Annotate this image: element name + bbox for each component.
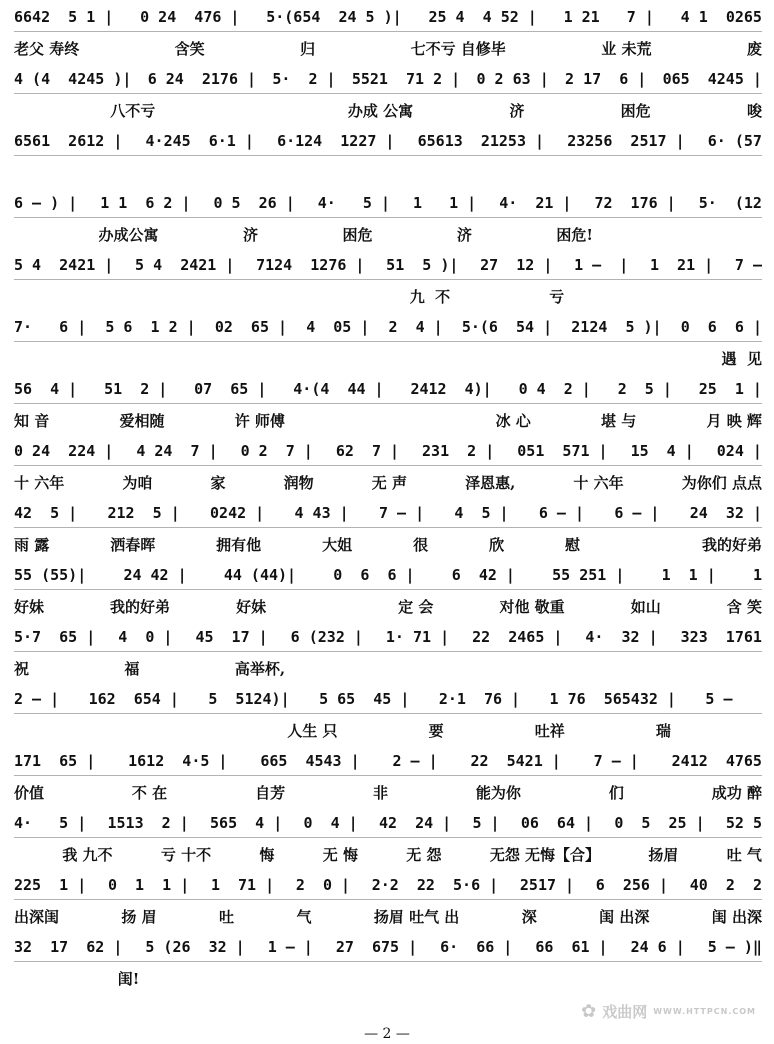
lyric-text: 七不亏 自修毕 xyxy=(410,40,506,58)
lyric-text: 闺 出深 xyxy=(711,908,762,926)
measure-notes: 7· 6 | xyxy=(14,318,87,336)
score-line-9 xyxy=(14,504,762,566)
measure-notes: 1 76 565432 | xyxy=(549,690,676,708)
measure-notes: 2 4 | xyxy=(388,318,443,336)
measure-notes: 24 6 | xyxy=(630,938,685,956)
lyrics-row xyxy=(14,844,762,870)
measure-notes: 5 65 45 | xyxy=(319,690,410,708)
measure-notes: 162 654 | xyxy=(88,690,179,708)
score-line-14 xyxy=(14,814,762,876)
measure-notes: 565 4 | xyxy=(210,814,283,832)
measure-notes: 55 251 | xyxy=(552,566,625,584)
measure-notes: 24 32 | xyxy=(689,504,762,522)
lyric-text: 归 xyxy=(300,40,316,58)
lyric-text: 十 六年 xyxy=(573,474,624,492)
duration-underline xyxy=(14,275,762,280)
lyric-text: 人生 只 xyxy=(287,722,338,740)
measure-notes: 6· (57 xyxy=(707,132,762,150)
lyric-text: 欣 xyxy=(489,536,505,554)
lyric-text: 月 映 辉 xyxy=(706,412,762,430)
measure-notes: 0 4 2 | xyxy=(518,380,591,398)
lyric-text: 困危 xyxy=(342,226,373,244)
measure-notes: 4· 5 | xyxy=(317,194,391,212)
score-line-3 xyxy=(14,132,762,194)
page-number: — 2 — xyxy=(364,1026,410,1042)
lyric-text: 我的好弟 xyxy=(701,536,762,554)
duration-underline xyxy=(14,895,762,900)
measure-notes: 07 65 | xyxy=(194,380,267,398)
lyric-text: 废 xyxy=(746,40,762,58)
measure-notes: 1612 4·5 | xyxy=(128,752,228,770)
measure-notes: 171 65 | xyxy=(14,752,96,770)
measure-notes: 2 17 6 | xyxy=(565,70,647,88)
lyrics-row xyxy=(14,658,762,684)
measure-notes: 2 — | xyxy=(392,752,438,770)
score-line-5 xyxy=(14,256,762,318)
score-line-7 xyxy=(14,380,762,442)
measure-notes: 4·(4 44 | xyxy=(293,380,384,398)
measure-notes: 5·(654 24 5 )| xyxy=(266,8,402,26)
lyric-text: 爱相随 xyxy=(119,412,165,430)
duration-underline xyxy=(14,27,762,32)
lyrics-row xyxy=(14,286,762,312)
measure-notes: 5 (26 32 | xyxy=(145,938,245,956)
lyric-text: 如山 xyxy=(630,598,661,616)
lyric-text: 无 怨 xyxy=(406,846,442,864)
lyric-text: 气 xyxy=(296,908,312,926)
measure-notes: 7 — | xyxy=(378,504,425,522)
measure-notes: 1 71 | xyxy=(210,876,275,894)
lyric-text: 含 笑 xyxy=(726,598,762,616)
score-line-11 xyxy=(14,628,762,690)
lyric-text: 价值 xyxy=(14,784,45,802)
measure-notes: 1513 2 | xyxy=(107,814,189,832)
measure-notes: 52 5 xyxy=(725,814,762,832)
measure-notes: 5·(6 54 | xyxy=(461,318,553,336)
duration-underline xyxy=(14,461,762,466)
lyric-text: 好妹 xyxy=(236,598,267,616)
measure-notes: 1 1 6 2 | xyxy=(100,194,191,212)
measure-notes: 0 5 25 | xyxy=(614,814,705,832)
measure-notes: 4 (4 4245 )| xyxy=(14,70,132,88)
lyric-text: 吐祥 xyxy=(534,722,565,740)
measure-notes: 4· 5 | xyxy=(14,814,87,832)
measure-notes: 6561 2612 | xyxy=(14,132,123,150)
measure-notes: 0 24 476 | xyxy=(140,8,240,26)
lyric-text: 慰 xyxy=(565,536,581,554)
lyric-text: 要 xyxy=(428,722,444,740)
lyric-text: 很 xyxy=(413,536,429,554)
measure-notes: 2412 4765 xyxy=(671,752,762,770)
score-line-10 xyxy=(14,566,762,628)
measure-notes: 6 24 2176 | xyxy=(147,70,257,88)
lyric-text: 八不亏 xyxy=(110,102,156,120)
measure-notes: 42 24 | xyxy=(378,814,452,832)
measure-notes: 2·1 76 | xyxy=(438,690,521,708)
lyric-text: 闺! xyxy=(117,970,140,988)
lyric-text: 泽恩惠, xyxy=(465,474,516,492)
lyric-text: 含笑 xyxy=(174,40,205,58)
measure-notes: 66 61 | xyxy=(535,938,608,956)
measure-notes: 7 — | xyxy=(593,752,639,770)
lyric-text: 瑞 xyxy=(655,722,671,740)
measure-notes: 5 | xyxy=(472,814,500,832)
duration-underline xyxy=(14,957,762,962)
lyrics-row xyxy=(14,224,762,250)
lyric-text: 为你们 点点 xyxy=(681,474,762,492)
lyric-text: 吐 xyxy=(219,908,235,926)
measure-notes: 2 0 | xyxy=(295,876,351,894)
lyric-text: 扬眉 吐气 出 xyxy=(373,908,460,926)
watermark-text: 戏曲网 xyxy=(602,1002,648,1021)
duration-underline xyxy=(14,337,762,342)
measure-notes: 55 (55)| xyxy=(14,566,87,584)
duration-underline xyxy=(14,833,762,838)
measure-notes: 24 42 | xyxy=(123,566,187,584)
lyric-text: 办成公寓 xyxy=(98,226,159,244)
measure-notes: 6642 5 1 | xyxy=(14,8,114,26)
lyric-text: 无怨 无悔【合】 xyxy=(489,846,601,864)
lyric-text: 许 师傅 xyxy=(234,412,285,430)
lyric-text: 业 未荒 xyxy=(601,40,652,58)
duration-underline xyxy=(14,771,762,776)
measure-notes: 024 | xyxy=(716,442,762,460)
lyric-text: 办成 公寓 xyxy=(347,102,414,120)
lyric-text: 能为你 xyxy=(475,784,521,802)
lyric-text: 困危 xyxy=(620,102,651,120)
measure-notes: 1 21 | xyxy=(649,256,714,274)
lyric-text: 无 声 xyxy=(371,474,407,492)
lyric-text: 润物 xyxy=(283,474,314,492)
measure-notes: 4 43 | xyxy=(294,504,349,522)
lyric-text: 遇 见 xyxy=(721,350,762,368)
watermark-url: WWW.HTTPCN.COM xyxy=(653,1006,756,1016)
measure-notes: 15 4 | xyxy=(630,442,694,460)
lyric-text: 十 六年 xyxy=(14,474,65,492)
lyric-text: 为咱 xyxy=(122,474,153,492)
lyric-text: 扬眉 xyxy=(648,846,679,864)
measure-notes: 65613 21253 | xyxy=(417,132,545,150)
measure-notes: 6 — | xyxy=(614,504,660,522)
measure-notes: 4 05 | xyxy=(306,318,370,336)
measure-notes: 5· (12 xyxy=(698,194,762,212)
lyric-text: 深 xyxy=(521,908,537,926)
measure-notes: 0 1 1 | xyxy=(107,876,190,894)
measure-notes: 22 2465 | xyxy=(472,628,563,646)
measure-notes: 06 64 | xyxy=(520,814,594,832)
measure-notes: 5· 2 | xyxy=(272,70,336,88)
measure-notes: 32 17 62 | xyxy=(14,938,123,956)
lyrics-row xyxy=(14,720,762,746)
lyric-text: 福 xyxy=(124,660,140,678)
measure-notes: 225 1 | xyxy=(14,876,87,894)
measure-notes: 665 4543 | xyxy=(260,752,360,770)
measure-notes: 6 256 | xyxy=(595,876,669,894)
lyric-text: 祝 xyxy=(14,660,30,678)
lyric-text: 闺 出深 xyxy=(599,908,650,926)
lyric-text: 济 xyxy=(456,226,472,244)
measure-notes: 323 1761 xyxy=(680,628,762,646)
measure-notes: 2412 4)| xyxy=(410,380,492,398)
measure-notes: 1· 71 | xyxy=(385,628,450,646)
lyric-text: 九 不 xyxy=(409,288,451,306)
lyric-text: 亏 十不 xyxy=(160,846,212,864)
lyric-text: 自芳 xyxy=(255,784,286,802)
score-line-12 xyxy=(14,690,762,752)
measure-notes: 4 24 7 | xyxy=(136,442,218,460)
lyrics-row xyxy=(14,162,762,188)
score-line-1 xyxy=(14,8,762,70)
measure-notes: 22 5421 | xyxy=(470,752,561,770)
measure-notes: 51 2 | xyxy=(104,380,168,398)
duration-underline xyxy=(14,523,762,528)
lyric-text: 对他 敬重 xyxy=(499,598,565,616)
lyric-text: 好妹 xyxy=(14,598,45,616)
lyric-text: 雨 露 xyxy=(14,536,50,554)
measure-notes: 25 1 | xyxy=(698,380,762,398)
measure-notes: 5·7 65 | xyxy=(14,628,96,646)
lyrics-row xyxy=(14,100,762,126)
measure-notes: 5 5124)| xyxy=(208,690,290,708)
measure-notes: 065 4245 | xyxy=(662,70,762,88)
measure-notes: 72 176 | xyxy=(594,194,676,212)
lyric-text: 我的好弟 xyxy=(110,598,171,616)
duration-underline xyxy=(14,89,762,94)
measure-notes: 1 1 | xyxy=(661,566,716,584)
measure-notes: 0 2 63 | xyxy=(476,70,549,88)
lyric-text: 堪 与 xyxy=(601,412,637,430)
measure-notes: 02 65 | xyxy=(214,318,288,336)
lyric-text: 吐 气 xyxy=(726,846,762,864)
lyric-text: 无 悔 xyxy=(322,846,358,864)
measure-notes: 4· 21 | xyxy=(499,194,572,212)
measure-notes: 51 5 )| xyxy=(386,256,459,274)
measure-notes: 1 1 | xyxy=(413,194,477,212)
measure-notes: 27 675 | xyxy=(335,938,418,956)
lyrics-row xyxy=(14,410,762,436)
lyric-text: 困危! xyxy=(556,226,593,244)
watermark-logo-icon: ✿ xyxy=(581,1000,597,1022)
measure-notes: 62 7 | xyxy=(335,442,400,460)
measure-notes: 0 24 224 | xyxy=(14,442,114,460)
lyric-text: 知 音 xyxy=(14,412,50,430)
measure-notes: 2·2 22 5·6 | xyxy=(371,876,499,894)
lyrics-row xyxy=(14,472,762,498)
lyric-text: 济 xyxy=(242,226,258,244)
measure-notes: 4 5 | xyxy=(454,504,509,522)
lyric-text: 不 在 xyxy=(131,784,168,802)
site-watermark xyxy=(566,1000,756,1022)
measure-notes: 1 xyxy=(752,566,762,584)
lyric-text: 扬 眉 xyxy=(121,908,157,926)
score-line-16 xyxy=(14,938,762,1000)
measure-notes: 0 2 7 | xyxy=(240,442,313,460)
measure-notes: 2 5 | xyxy=(617,380,672,398)
measure-notes: 6·124 1227 | xyxy=(277,132,395,150)
measure-notes: 5 — )‖ xyxy=(707,938,762,956)
measure-notes: 5 4 2421 | xyxy=(135,256,235,274)
lyric-text: 定 会 xyxy=(398,598,434,616)
measure-notes: 231 2 | xyxy=(422,442,495,460)
lyrics-row xyxy=(14,348,762,374)
measure-notes: 0 6 6 | xyxy=(333,566,415,584)
measure-notes: 45 17 | xyxy=(195,628,268,646)
lyrics-row xyxy=(14,968,762,994)
lyric-text: 高举杯, xyxy=(234,660,286,678)
lyric-text: 家 xyxy=(210,474,226,492)
measure-notes: 5521 71 2 | xyxy=(351,70,461,88)
lyric-text: 出深闺 xyxy=(14,908,60,926)
duration-underline xyxy=(14,151,762,156)
measure-notes: 5 6 1 2 | xyxy=(105,318,196,336)
lyric-text: 成功 醉 xyxy=(711,784,762,802)
measure-notes: 6 42 | xyxy=(451,566,515,584)
measure-notes: 44 (44)| xyxy=(223,566,297,584)
lyric-text: 洒春晖 xyxy=(110,536,156,554)
measure-notes: 4·245 6·1 | xyxy=(145,132,254,150)
measure-notes: 1 — | xyxy=(574,256,629,274)
lyric-text: 悔 xyxy=(259,846,275,864)
measure-notes: 2517 | xyxy=(519,876,575,894)
score-line-2 xyxy=(14,70,762,132)
score-line-15 xyxy=(14,876,762,938)
measure-notes: 7124 1276 | xyxy=(256,256,365,274)
score-line-4 xyxy=(14,194,762,256)
duration-underline xyxy=(14,585,762,590)
measure-notes: 2 — | xyxy=(14,690,60,708)
measure-notes: 0 6 6 | xyxy=(680,318,762,336)
measure-notes: 5 4 2421 | xyxy=(14,256,114,274)
lyric-text: 亏 xyxy=(549,288,565,306)
duration-underline xyxy=(14,213,762,218)
lyrics-row xyxy=(14,782,762,808)
lyric-text: 非 xyxy=(372,784,388,802)
lyric-text: 冰 心 xyxy=(495,412,531,430)
lyric-text: 我 九不 xyxy=(62,846,113,864)
score-line-13 xyxy=(14,752,762,814)
duration-underline xyxy=(14,399,762,404)
measure-notes: 2124 5 )| xyxy=(571,318,662,336)
measure-notes: 051 571 | xyxy=(517,442,608,460)
lyric-text: 唆 xyxy=(746,102,762,120)
measure-notes: 6· 66 | xyxy=(440,938,513,956)
measure-notes: 5 — xyxy=(705,690,733,708)
lyrics-row xyxy=(14,906,762,932)
duration-underline xyxy=(14,647,762,652)
score-line-6 xyxy=(14,318,762,380)
lyric-text: 老父 寿终 xyxy=(14,40,80,58)
measure-notes: 4· 32 | xyxy=(585,628,658,646)
measure-notes: 212 5 | xyxy=(107,504,180,522)
measure-notes: 23256 2517 | xyxy=(567,132,685,150)
measure-notes: 27 12 | xyxy=(480,256,553,274)
lyric-text: 济 xyxy=(509,102,525,120)
measure-notes: 0 5 26 | xyxy=(213,194,295,212)
measure-notes: 25 4 4 52 | xyxy=(428,8,537,26)
measure-notes: 40 2 2 xyxy=(689,876,762,894)
measure-notes: 6 (232 | xyxy=(290,628,363,646)
duration-underline xyxy=(14,709,762,714)
lyrics-row xyxy=(14,38,762,64)
measure-notes: 6 — | xyxy=(538,504,585,522)
lyric-text: 拥有他 xyxy=(216,536,262,554)
lyric-text: 们 xyxy=(608,784,624,802)
lyrics-row xyxy=(14,596,762,622)
measure-notes: 56 4 | xyxy=(14,380,78,398)
measure-notes: 6 — ) | xyxy=(14,194,78,212)
measure-notes: 4 0 | xyxy=(118,628,173,646)
measure-notes: 4 1 0265 xyxy=(680,8,762,26)
measure-notes: 0242 | xyxy=(210,504,265,522)
lyrics-row xyxy=(14,534,762,560)
measure-notes: 42 5 | xyxy=(14,504,78,522)
measure-notes: 1 21 7 | xyxy=(563,8,654,26)
measure-notes: 1 — | xyxy=(267,938,313,956)
measure-notes: 7 — xyxy=(734,256,762,274)
score-line-8 xyxy=(14,442,762,504)
measure-notes: 0 4 | xyxy=(303,814,358,832)
lyric-text: 大姐 xyxy=(322,536,353,554)
